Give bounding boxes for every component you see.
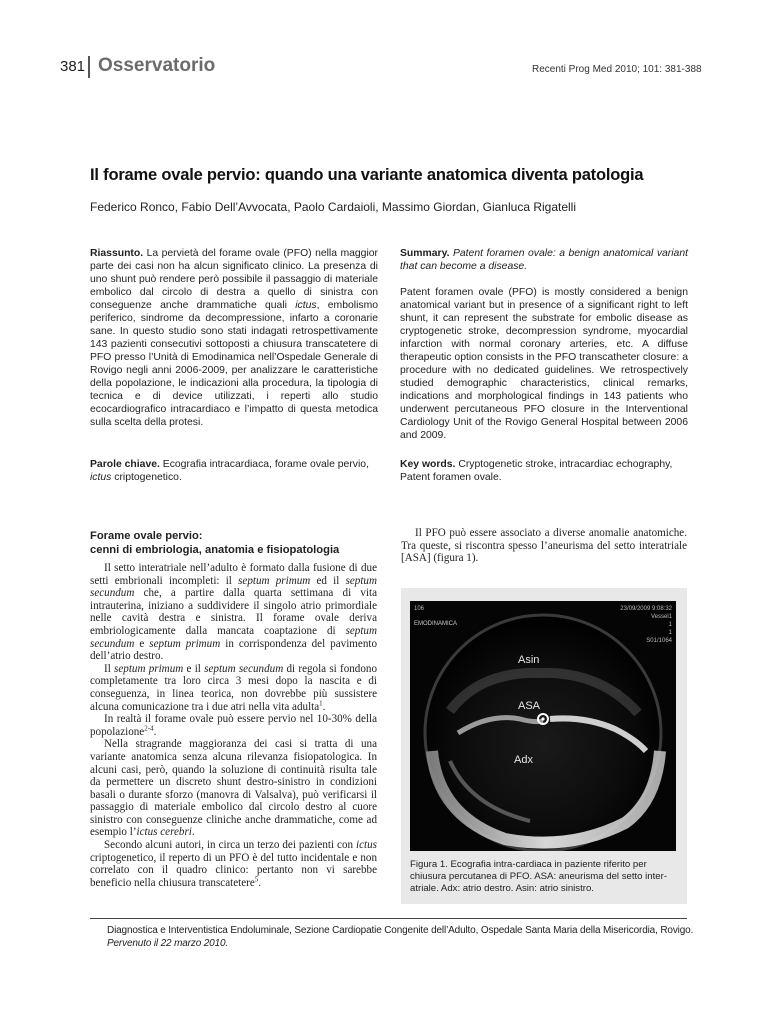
echocardiography-image	[410, 601, 676, 851]
section-heading-line2: cenni di embriologia, anatomia e fisiopatologia	[90, 544, 340, 556]
image-label-adx: Adx	[514, 754, 533, 766]
riassunto-label: Riassunto.	[90, 248, 144, 259]
body-left-column	[90, 562, 377, 889]
journal-citation: Recenti Prog Med 2010; 101: 381-388	[532, 64, 702, 75]
image-label-top-left-a: 106	[414, 606, 425, 612]
image-label-top-right-d: 1	[668, 630, 672, 636]
reference-marker: 1	[319, 698, 323, 707]
body-paragraph-5: Secondo alcuni autori, in circa un terzo dei pazienti con ictus criptogenetico, il reperto di un PFO è del tutto incidentale e non correlato con il quadro clinico: pertanto non vi sarebbe beneficio nella chiusura transcatetere$^5$.	[90, 839, 377, 889]
image-label-top-left-b: EMODINAMICA	[414, 621, 458, 627]
summary	[400, 247, 688, 442]
header-divider	[88, 56, 90, 78]
summary-text: Patent foramen ovale (PFO) is mostly considered a benign anatomical variant but in presence of a significant right to left shunt, it can represent the substrate for embolic disease as cryptogenetic stroke, decompression syndrome, myocardial infarction with normal coronary arteries, etc. A diffuse therapeutic option consists in the PFO transcatheter closure: a procedure with no dedicated guidelines. We retrospectively studied demographic characteristics, clinical remarks, indications and morphological findings in 143 patients who underwent percutaneous PFO closure in the Interventional Cardiology Unit of the Rovigo General Hospital between 2006 and 2009.	[400, 287, 688, 441]
body-paragraph-2: Il septum primum e il septum secundum di regola si fondono completamente tra loro circa 3 mesi dopo la nascita e di conseguenza, in linea teorica, non dovrebbe più sussistere alcuna comunicazione tra i due atri nella vita adulta$^1$.	[90, 662, 377, 713]
parole-chiave-label: Parole chiave.	[90, 459, 160, 470]
key-words-label: Key words.	[400, 459, 456, 470]
footer-divider	[90, 918, 687, 919]
riassunto-ictus: ictus	[295, 300, 317, 311]
article-title: Il forame ovale pervio: quando una variante anatomica diventa patologia	[90, 166, 644, 184]
body-paragraph-right-1: Il PFO può essere associato a diverse anomalie anatomiche. Tra queste, si riscontra spesso l’aneurisma del setto interatriale [ASA] (figura 1).	[401, 527, 687, 565]
footer-affiliation: Diagnostica e Interventistica Endoluminale, Sezione Cardiopatie Congenite dell’Adulto, Ospedale Santa Maria della Misericordia, Rovigo.	[107, 925, 694, 936]
image-label-asin: Asin	[518, 654, 540, 666]
parole-chiave-text-a: Ecografia intracardiaca, forame ovale pervio,	[162, 459, 369, 470]
body-right-column	[401, 527, 687, 565]
footer	[107, 925, 697, 950]
image-label-top-right-e: S01/1064	[646, 638, 672, 644]
parole-chiave-text-b: criptogenetico.	[111, 472, 182, 483]
image-label-top-right-c: 1	[668, 622, 672, 628]
section-heading-line1: Forame ovale pervio:	[90, 530, 203, 542]
key-words	[400, 458, 688, 484]
section-name: Osservatorio	[98, 55, 216, 76]
parole-chiave-ictus: ictus	[90, 472, 112, 483]
figure-caption: Figura 1. Ecografia intra-cardiaca in paziente riferito per chiusura percutanea di PFO. ASA: aneurisma del setto inter-atriale. Adx: atrio destro. Asin: atrio sinistro.	[410, 859, 668, 894]
body-paragraph-3: In realtà il forame ovale può essere pervio nel 10-30% della popolazione$^{2-4}$.	[90, 713, 377, 738]
parole-chiave	[90, 458, 378, 484]
footer-received: Pervenuto il 22 marzo 2010.	[107, 937, 229, 949]
summary-label: Summary.	[400, 248, 450, 259]
body-paragraph-1: Il setto interatriale nell’adulto è formato dalla fusione di due setti embrionali incompleti: il septum primum ed il septum secundum che, a partire dalla quarta settimana di vita intrauterina, iniziano a suddividere il singolo atrio primordiale nelle cavità destra e sinistra. Il forame ovale deriva embriologicamente dalla mancata coaptazione di septum secundum e septum primum in corrispondenza del pavimento dell’atrio destro.	[90, 562, 378, 663]
key-words-text: Cryptogenetic stroke, intracardiac echography, Patent foramen ovale.	[400, 459, 673, 483]
article-authors: Federico Ronco, Fabio Dell’Avvocata, Paolo Cardaioli, Massimo Giordan, Gianluca Rigatelli	[90, 200, 577, 214]
riassunto	[90, 247, 378, 429]
riassunto-text-a: La pervietà del forame ovale (PFO) nella maggior parte dei casi non ha alcun significato clinico. La presenza di uno shunt può rendere però possibile il passaggio di materiale embolico dal circolo di destra a quello di sinistra con conseguenze anche drammatiche quali	[90, 248, 378, 311]
page-number: 381	[60, 58, 86, 75]
section-heading	[90, 529, 390, 557]
riassunto-text-b: , embolismo periferico, sindrome da decompressione, infarto a coronarie sane. In questo studio sono stati indagati retrospettivamente 143 pazienti consecutivi sottoposti a chiusura transcatetere di PFO presso l’Unità di Emodinamica nell’Ospedale Generale di Rovigo negli anni 2006-2009, per analizzare le caratteristiche della popolazione, le indicazioni alla procedura, la tipologia di tecnica e di device utilizzati, i reperti allo studio ecocardiografico intracardiaco e l’impatto di questa metodica sulla scelta della protesi.	[90, 300, 379, 428]
reference-marker: 5	[254, 875, 259, 884]
image-label-top-right-b: Vessel1	[650, 614, 672, 620]
image-label-asa: ASA	[518, 700, 541, 712]
image-label-top-right-a: 23/09/2009 9:08:32	[620, 606, 672, 612]
body-paragraph-4: Nella stragrande maggioranza dei casi si tratta di una variante anatomica senza alcuna rilevanza fisiopatologica. In alcuni casi, però, quando la soluzione di continuità risulta tale da permettere un discreto shunt destro-sinistro in condizioni basali o durante sforzo (manovra di Valsalva), può verificarsi il passaggio di materiale embolico dal circolo destro al cuore sinistro con conseguenze cliniche anche drammatiche, come ad esempio l’ictus cerebri.	[90, 738, 377, 839]
reference-marker: 2-4	[144, 724, 154, 733]
summary-subtitle: Patent foramen ovale: a benign anatomical variant that can become a disease.	[400, 248, 689, 272]
